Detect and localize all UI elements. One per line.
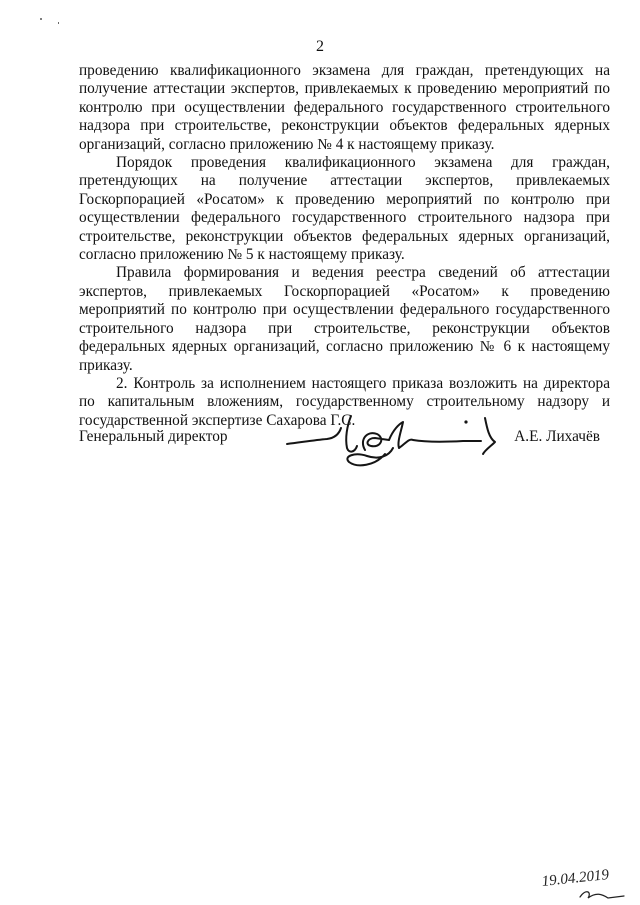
scan-speck xyxy=(40,18,42,20)
svg-text:19.04.2019: 19.04.2019 xyxy=(540,866,610,890)
scan-speck xyxy=(58,22,59,24)
signer-name: А.Е. Лихачёв xyxy=(514,428,600,445)
signer-title: Генеральный директор xyxy=(79,428,228,445)
paragraph: Порядок проведения квалификационного экзамена для граждан, претендующих на получение аттестации экспертов, привлекаемых Госкорпорацией «Росатом» к проведению мероприятий по контролю при осуществлении федерального государственного строительного надзора при строительстве, реконструкции объектов федеральных ядерных организаций, согласно приложению № 5 к настоящему приказу. xyxy=(79,154,610,264)
document-body xyxy=(79,62,610,430)
paragraph: проведению квалификационного экзамена для граждан, претендующих на получение аттестации экспертов, привлекаемых к проведению мероприятий по контролю при осуществлении федерального государственного строительного надзора при строительстве, реконструкции объектов федеральных ядерных организаций, согласно приложению № 4 к настоящему приказу. xyxy=(79,62,610,153)
paragraph: 2. Контроль за исполнением настоящего приказа возложить на директора по капитальным вложениям, государственному строительному надзору и государственной экспертизе Сахарова Г.С. xyxy=(79,374,610,429)
page-number: 2 xyxy=(316,38,324,55)
handwritten-date-mark xyxy=(540,862,635,902)
paragraph: Правила формирования и ведения реестра сведений об аттестации экспертов, привлекаемых Госкорпорацией «Росатом» к проведению мероприятий по контролю при осуществлении федерального государственного строительного надзора при строительстве, реконструкции объектов федеральных ядерных организаций, согласно приложению № 6 к настоящему приказу. xyxy=(79,264,610,374)
handwritten-signature xyxy=(285,410,510,475)
